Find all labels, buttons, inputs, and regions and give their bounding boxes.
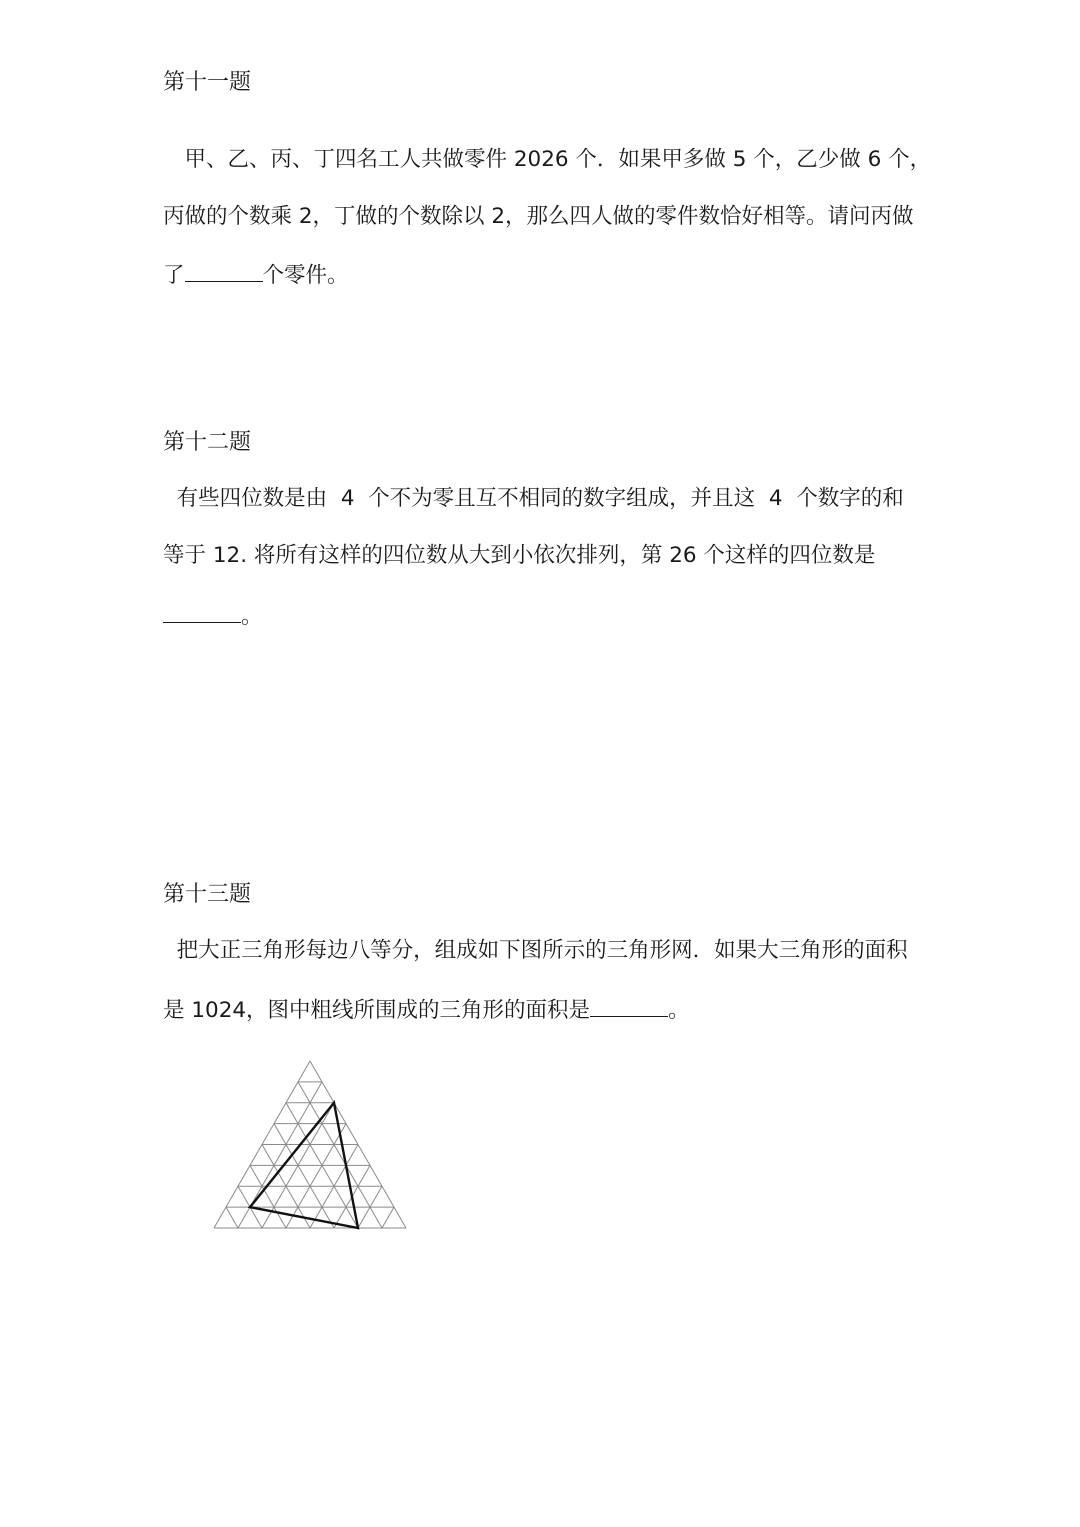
problem-12-line-3-suffix: 。 bbox=[241, 604, 263, 629]
problem-13-line-1: 把大正三角形每边八等分，组成如下图所示的三角形网．如果大三角形的面积 bbox=[163, 938, 908, 963]
problem-13-line-2-prefix: 是 1024，图中粗线所围成的三角形的面积是 bbox=[163, 998, 591, 1023]
problem-11-line-1: 甲、乙、丙、丁四名工人共做零件 2026 个．如果甲多做 5 个，乙少做 6 个， bbox=[163, 147, 932, 172]
grid-line-rising bbox=[382, 1207, 394, 1228]
grid-line-rising bbox=[286, 1124, 346, 1228]
problem-11-line-3-suffix: 个零件。 bbox=[262, 263, 349, 288]
problem-12-title: 第十二题 bbox=[163, 430, 252, 455]
grid-line-falling bbox=[226, 1207, 238, 1228]
problem-12-line-2: 等于 12. 将所有这样的四位数从大到小依次排列，第 26 个这样的四位数是 bbox=[163, 543, 876, 568]
grid-line-falling bbox=[298, 1082, 382, 1228]
grid-line-falling bbox=[250, 1165, 286, 1228]
problem-11-line-3-prefix: 了 bbox=[163, 263, 185, 288]
problem-13-title: 第十三题 bbox=[163, 882, 252, 907]
problem-13-line-2-suffix: 。 bbox=[668, 998, 690, 1023]
problem-12-line-1: 有些四位数是由 4 个不为零且互不相同的数字组成，并且这 4 个数字的和 bbox=[163, 486, 904, 511]
problem-11-line-2: 丙做的个数乘 2，丁做的个数除以 2，那么四人做的零件数恰好相等。请问丙做 bbox=[163, 204, 914, 229]
problem-11-title: 第十一题 bbox=[163, 70, 252, 95]
